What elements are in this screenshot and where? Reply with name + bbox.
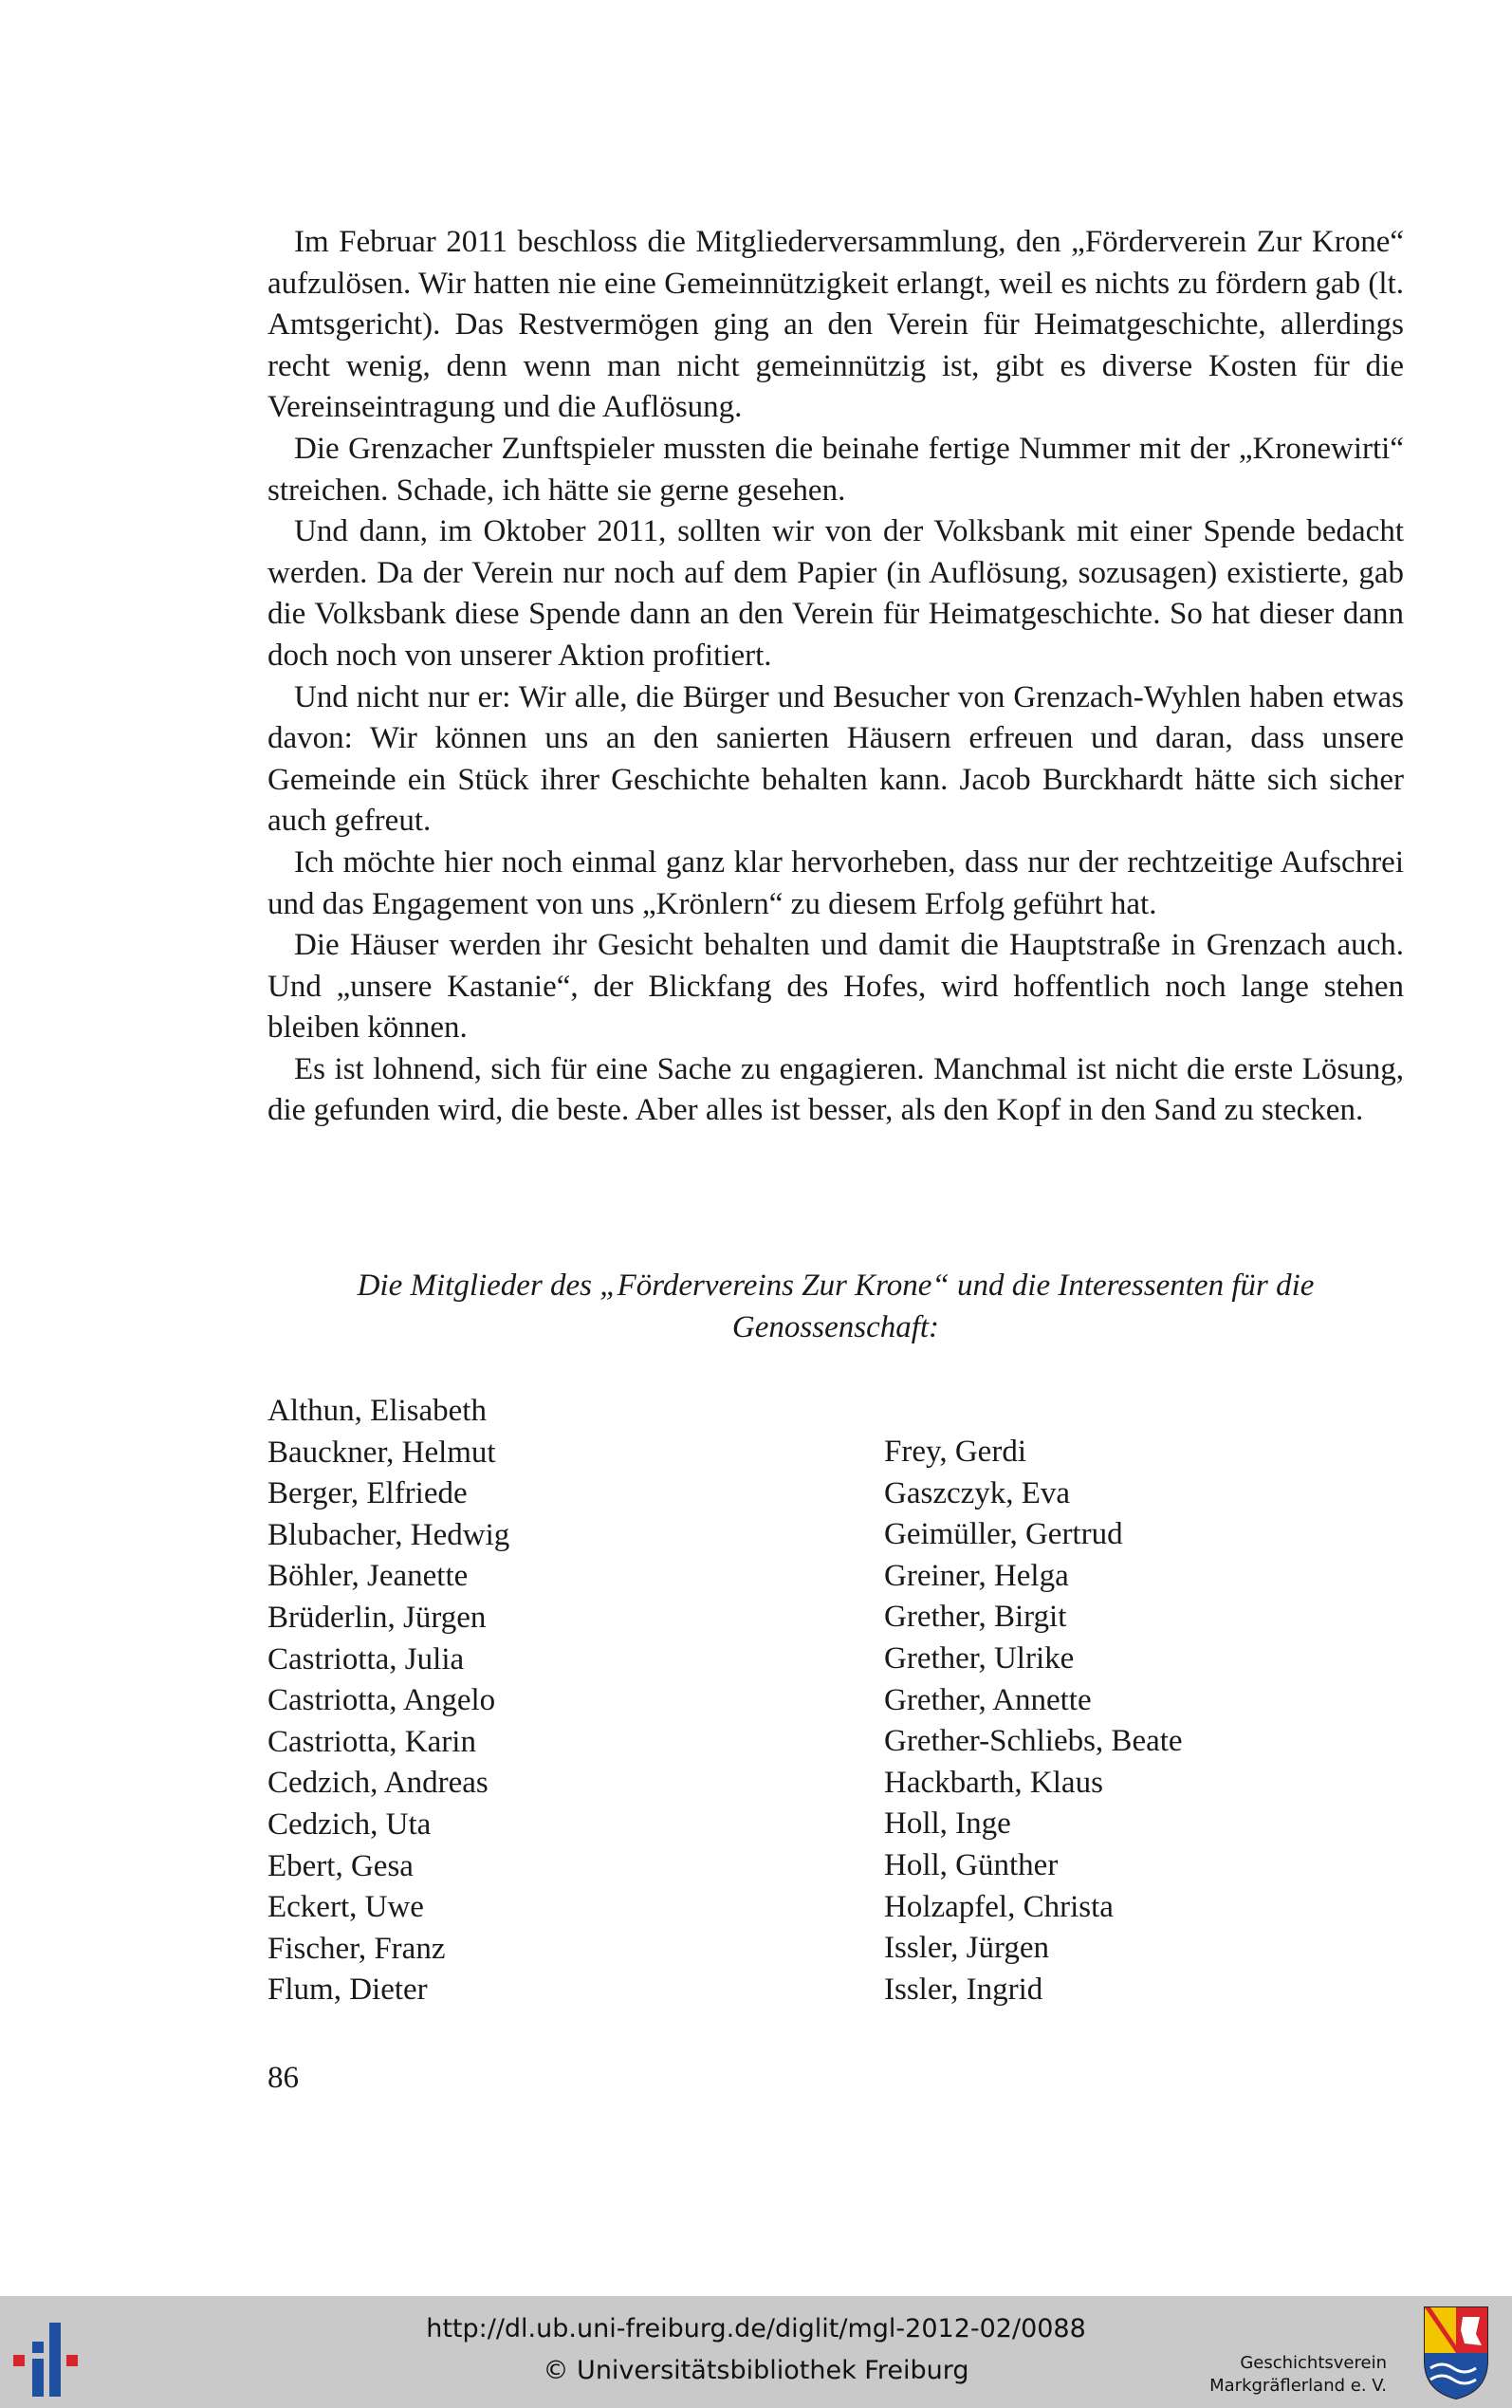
list-item: Hackbarth, Klaus <box>884 1765 1103 1800</box>
society-line: Geschichtsverein <box>1240 2353 1387 2373</box>
list-item: Brüderlin, Jürgen <box>267 1600 487 1635</box>
list-item: Grether, Birgit <box>884 1600 1067 1635</box>
page-number: 86 <box>267 2061 299 2095</box>
article-text <box>267 222 1404 1132</box>
list-item: Eckert, Uwe <box>267 1890 424 1925</box>
paragraph: Im Februar 2011 beschloss die Mitgliederversammlung, den „Förderverein Zur Krone“ aufzulösen. Wir hatten nie eine Gemeinnützigkeit erlangt, weil es nichts zu fördern gab (lt. Amtsgericht). Das Restvermögen ging an den Verein für Heimatgeschichte, allerdings recht wenig, denn wenn man nicht gemeinnützig ist, gibt es diverse Kosten für die Vereinseintragung und die Auflösung. <box>267 225 1404 425</box>
paragraph: Die Häuser werden ihr Gesicht behalten und damit die Hauptstraße in Grenzach auch. Und „unsere Kastanie“, der Blickfang des Hofes, wird hoffentlich noch lange stehen bleiben können. <box>267 928 1404 1046</box>
paragraph: Die Grenzacher Zunftspieler mussten die beinahe fertige Nummer mit der „Kronewirti“ streichen. Schade, ich hätte sie gerne gesehen. <box>267 431 1404 508</box>
list-item: Castriotta, Angelo <box>267 1683 496 1718</box>
list-item: Ebert, Gesa <box>267 1848 414 1883</box>
list-item: Grether, Annette <box>884 1682 1092 1717</box>
list-item: Berger, Elfriede <box>267 1476 468 1511</box>
paragraph: Es ist lohnend, sich für eine Sache zu engagieren. Manchmal ist nicht die erste Lösung, die gefunden wird, die beste. Aber alles ist besser, als den Kopf in den Sand zu stecken. <box>267 1051 1404 1128</box>
list-item: Greiner, Helga <box>884 1558 1069 1593</box>
list-item: Fischer, Franz <box>267 1931 446 1966</box>
paragraph: Und dann, im Oktober 2011, sollten wir von der Volksbank mit einer Spende bedacht werden. Da der Verein nur noch auf dem Papier (in Auflösung, sozusagen) existierte, gab die Volksbank diese Spende dann an den Verein für Heimatgeschichte. So hat dieser dann doch noch von unserer Aktion profitiert. <box>267 514 1404 673</box>
list-item: Castriotta, Karin <box>267 1724 476 1759</box>
list-item: Bauckner, Helmut <box>267 1435 496 1470</box>
list-item: Grether-Schliebs, Beate <box>884 1724 1183 1759</box>
list-item: Cedzich, Uta <box>267 1806 432 1842</box>
list-item: Holl, Günther <box>884 1847 1059 1882</box>
list-item: Geimüller, Gertrud <box>884 1517 1123 1552</box>
list-item: Holl, Inge <box>884 1806 1011 1842</box>
list-item: Blubacher, Hedwig <box>267 1517 510 1552</box>
society-name <box>1209 2352 1387 2398</box>
list-item: Cedzich, Andreas <box>267 1766 489 1801</box>
markgraeflerland-crest-icon <box>1423 2306 1489 2405</box>
list-item: Frey, Gerdi <box>884 1435 1026 1469</box>
list-item: Flum, Dieter <box>267 1973 428 2008</box>
list-item: Castriotta, Julia <box>267 1641 465 1676</box>
members-list-right <box>884 1432 1183 2010</box>
list-item: Althun, Elisabeth <box>267 1394 487 1428</box>
list-item: Issler, Jürgen <box>884 1931 1050 1966</box>
society-line: Markgräflerland e. V. <box>1209 2376 1387 2396</box>
list-item: Gaszczyk, Eva <box>884 1475 1071 1510</box>
list-item: Grether, Ulrike <box>884 1640 1075 1676</box>
paragraph: Ich möchte hier noch einmal ganz klar hervorheben, dass nur der rechtzeitige Aufschrei und das Engagement von uns „Krönlern“ zu diesem Erfolg geführt hat. <box>267 844 1404 921</box>
paragraph: Und nicht nur er: Wir alle, die Bürger und Besucher von Grenzach-Wyhlen haben etwas davon: Wir können uns an den sanierten Häusern erfreuen und daran, dass unsere Gemeinde ein Stück ihrer Geschichte behalten kann. Jacob Burckhardt hätte sich sicher auch gefreut. <box>267 679 1404 839</box>
list-item: Holzapfel, Christa <box>884 1889 1114 1924</box>
members-caption: Die Mitglieder des „Fördervereins Zur Krone“ und die Interessenten für die Genossenschaft: <box>357 1269 1315 1344</box>
footer-url-link[interactable]: http://dl.ub.uni-freiburg.de/diglit/mgl-2012-02/0088 <box>426 2314 1086 2343</box>
footer-copyright: © Universitätsbibliothek Freiburg <box>543 2356 969 2385</box>
list-item: Böhler, Jeanette <box>267 1559 469 1594</box>
list-item: Issler, Ingrid <box>884 1972 1043 2007</box>
members-list-left <box>267 1391 509 2011</box>
